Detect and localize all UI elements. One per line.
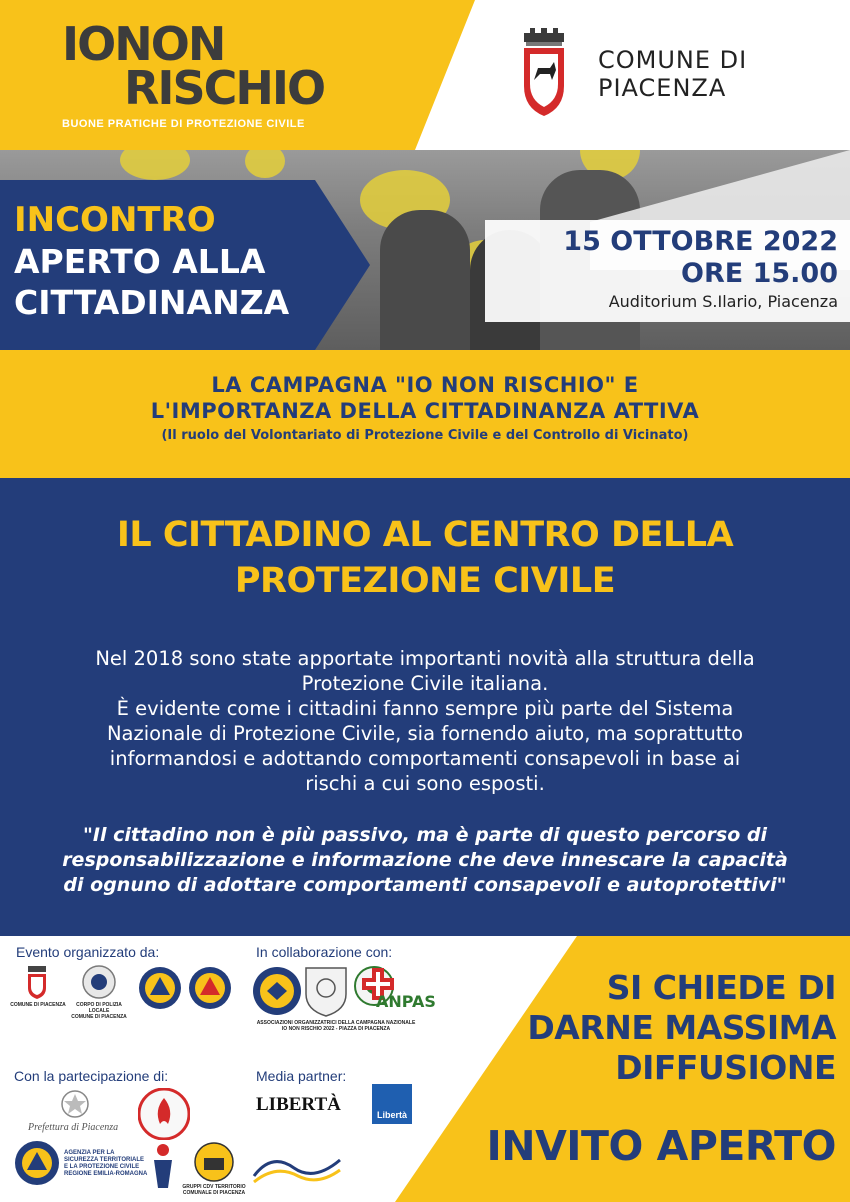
associazioni-emergenza-icon [252, 966, 302, 1016]
polizia-caption-line: COMUNE DI PIACENZA [71, 1014, 127, 1020]
croce-figure-icon [146, 1142, 180, 1190]
open-invite: INVITO APERTO [486, 1122, 836, 1170]
polizia-locale-icon [82, 964, 116, 1000]
campaign-title-1: LA CAMPAGNA "IO NON RISCHIO" E [211, 373, 639, 397]
event-date: 15 OTTOBRE 2022 [563, 226, 838, 257]
comune-line-2: PIACENZA [598, 74, 727, 102]
controllo-vicinato-icon [192, 1142, 236, 1182]
body-line: Protezione Civile italiana. [301, 672, 549, 695]
share-line-1: SI CHIEDE DI [606, 968, 836, 1007]
headline-line-3: CITTADINANZA [14, 283, 290, 322]
organized-by-label: Evento organizzato da: [16, 944, 160, 960]
polizia-caption [68, 1002, 130, 1020]
share-call-to-action [527, 968, 836, 1088]
polizia-caption-line: CORPO DI POLIZIA LOCALE [76, 1002, 122, 1014]
balloon-shape [120, 150, 190, 180]
comune-name [598, 46, 747, 102]
collaboration-label: In collaborazione con: [256, 944, 393, 960]
cdv-caption-line: COMUNALE DI PIACENZA [182, 1190, 246, 1196]
campaign-band [0, 350, 850, 478]
protezione-civile-piacenza-icon [188, 966, 232, 1010]
meeting-headline [14, 200, 289, 323]
comune-line-1: COMUNE DI [598, 46, 748, 74]
main-title-line-1: IL CITTADINO AL CENTRO DELLA [116, 515, 734, 555]
vigili-del-fuoco-icon [138, 1088, 190, 1140]
event-venue: Auditorium S.Ilario, Piacenza [608, 292, 838, 311]
agenzia-caption-line: E LA PROTEZIONE CIVILE [64, 1164, 140, 1170]
sponsor-wave-logo-icon [252, 1146, 342, 1186]
comune-caption: COMUNE DI PIACENZA [10, 1002, 66, 1008]
agenzia-caption-line: SICUREZZA TERRITORIALE [64, 1157, 145, 1163]
agenzia-protezione-civile-icon [14, 1140, 60, 1186]
associazione-shield-icon [304, 964, 348, 1018]
logo-line-1: IONON [62, 17, 225, 71]
cdv-caption [176, 1184, 252, 1196]
agenzia-caption-line: AGENZIA PER LA [64, 1150, 115, 1156]
quote-line: responsabilizzazione e informazione che deve innescare la capacità [62, 849, 788, 871]
headline-line-2: APERTO ALLA [14, 242, 266, 281]
logo-line-2: RISCHIO [124, 61, 325, 115]
event-time: ORE 15.00 [681, 258, 838, 289]
logo-tagline: BUONE PRATICHE DI PROTEZIONE CIVILE [62, 118, 305, 130]
body-line: È evidente come i cittadini fanno sempre più parte del Sistema [116, 697, 734, 720]
photo-figure [380, 210, 470, 350]
media-partner-label: Media partner: [256, 1068, 347, 1084]
main-title [0, 512, 850, 604]
main-body [30, 646, 820, 796]
cdv-caption-line: GRUPPI CDV TERRITORIO [182, 1184, 246, 1190]
body-line: informandosi e adottando comportamenti consapevoli in base ai [109, 747, 741, 770]
campaign-subtitle: (Il ruolo del Volontariato di Protezione Civile e del Controllo di Vicinato) [161, 428, 689, 443]
piacenza-crest-icon [520, 28, 568, 118]
liberta-logo: LIBERTÀ [256, 1094, 341, 1115]
balloon-shape [245, 150, 285, 178]
collab-caption [256, 1020, 416, 1032]
main-title-line-2: PROTEZIONE CIVILE [234, 561, 616, 601]
body-line: rischi a cui sono esposti. [305, 772, 545, 795]
event-date-time [563, 226, 838, 290]
body-line: Nazionale di Protezione Civile, sia fornendo aiuto, ma soprattutto [106, 722, 744, 745]
main-quote [20, 823, 830, 898]
participation-label: Con la partecipazione di: [14, 1068, 169, 1084]
campaign-title-2: L'IMPORTANZA DELLA CITTADINANZA ATTIVA [150, 399, 700, 423]
body-line: Nel 2018 sono state apportate importanti novità alla struttura della [95, 647, 755, 670]
quote-line: di ognuno di adottare comportamenti consapevoli e autoprotettivi" [63, 874, 787, 896]
share-line-3: DIFFUSIONE [615, 1048, 836, 1087]
io-non-rischio-logo [62, 17, 362, 130]
prefettura-caption: Prefettura di Piacenza [28, 1122, 119, 1133]
collab-caption-line: ASSOCIAZIONI ORGANIZZATRICI DELLA CAMPAGNA NAZIONALE [256, 1020, 416, 1026]
main-section [0, 478, 850, 936]
headline-line-1: INCONTRO [14, 200, 216, 240]
anpas-wordmark: ANPAS [376, 992, 436, 1011]
protezione-civile-icon [138, 966, 182, 1010]
share-line-2: DARNE MASSIMA [527, 1008, 836, 1047]
agenzia-caption-line: REGIONE EMILIA-ROMAGNA [64, 1171, 148, 1177]
repubblica-emblem-icon [60, 1088, 90, 1120]
agenzia-caption [64, 1150, 147, 1178]
comune-crest-icon [26, 966, 48, 1000]
telelibertà-logo: Libertà [372, 1084, 412, 1124]
quote-line: "Il cittadino non è più passivo, ma è parte di questo percorso di [82, 824, 767, 846]
collab-caption-line: IO NON RISCHIO 2022 - PIAZZA DI PIACENZA [281, 1026, 391, 1032]
